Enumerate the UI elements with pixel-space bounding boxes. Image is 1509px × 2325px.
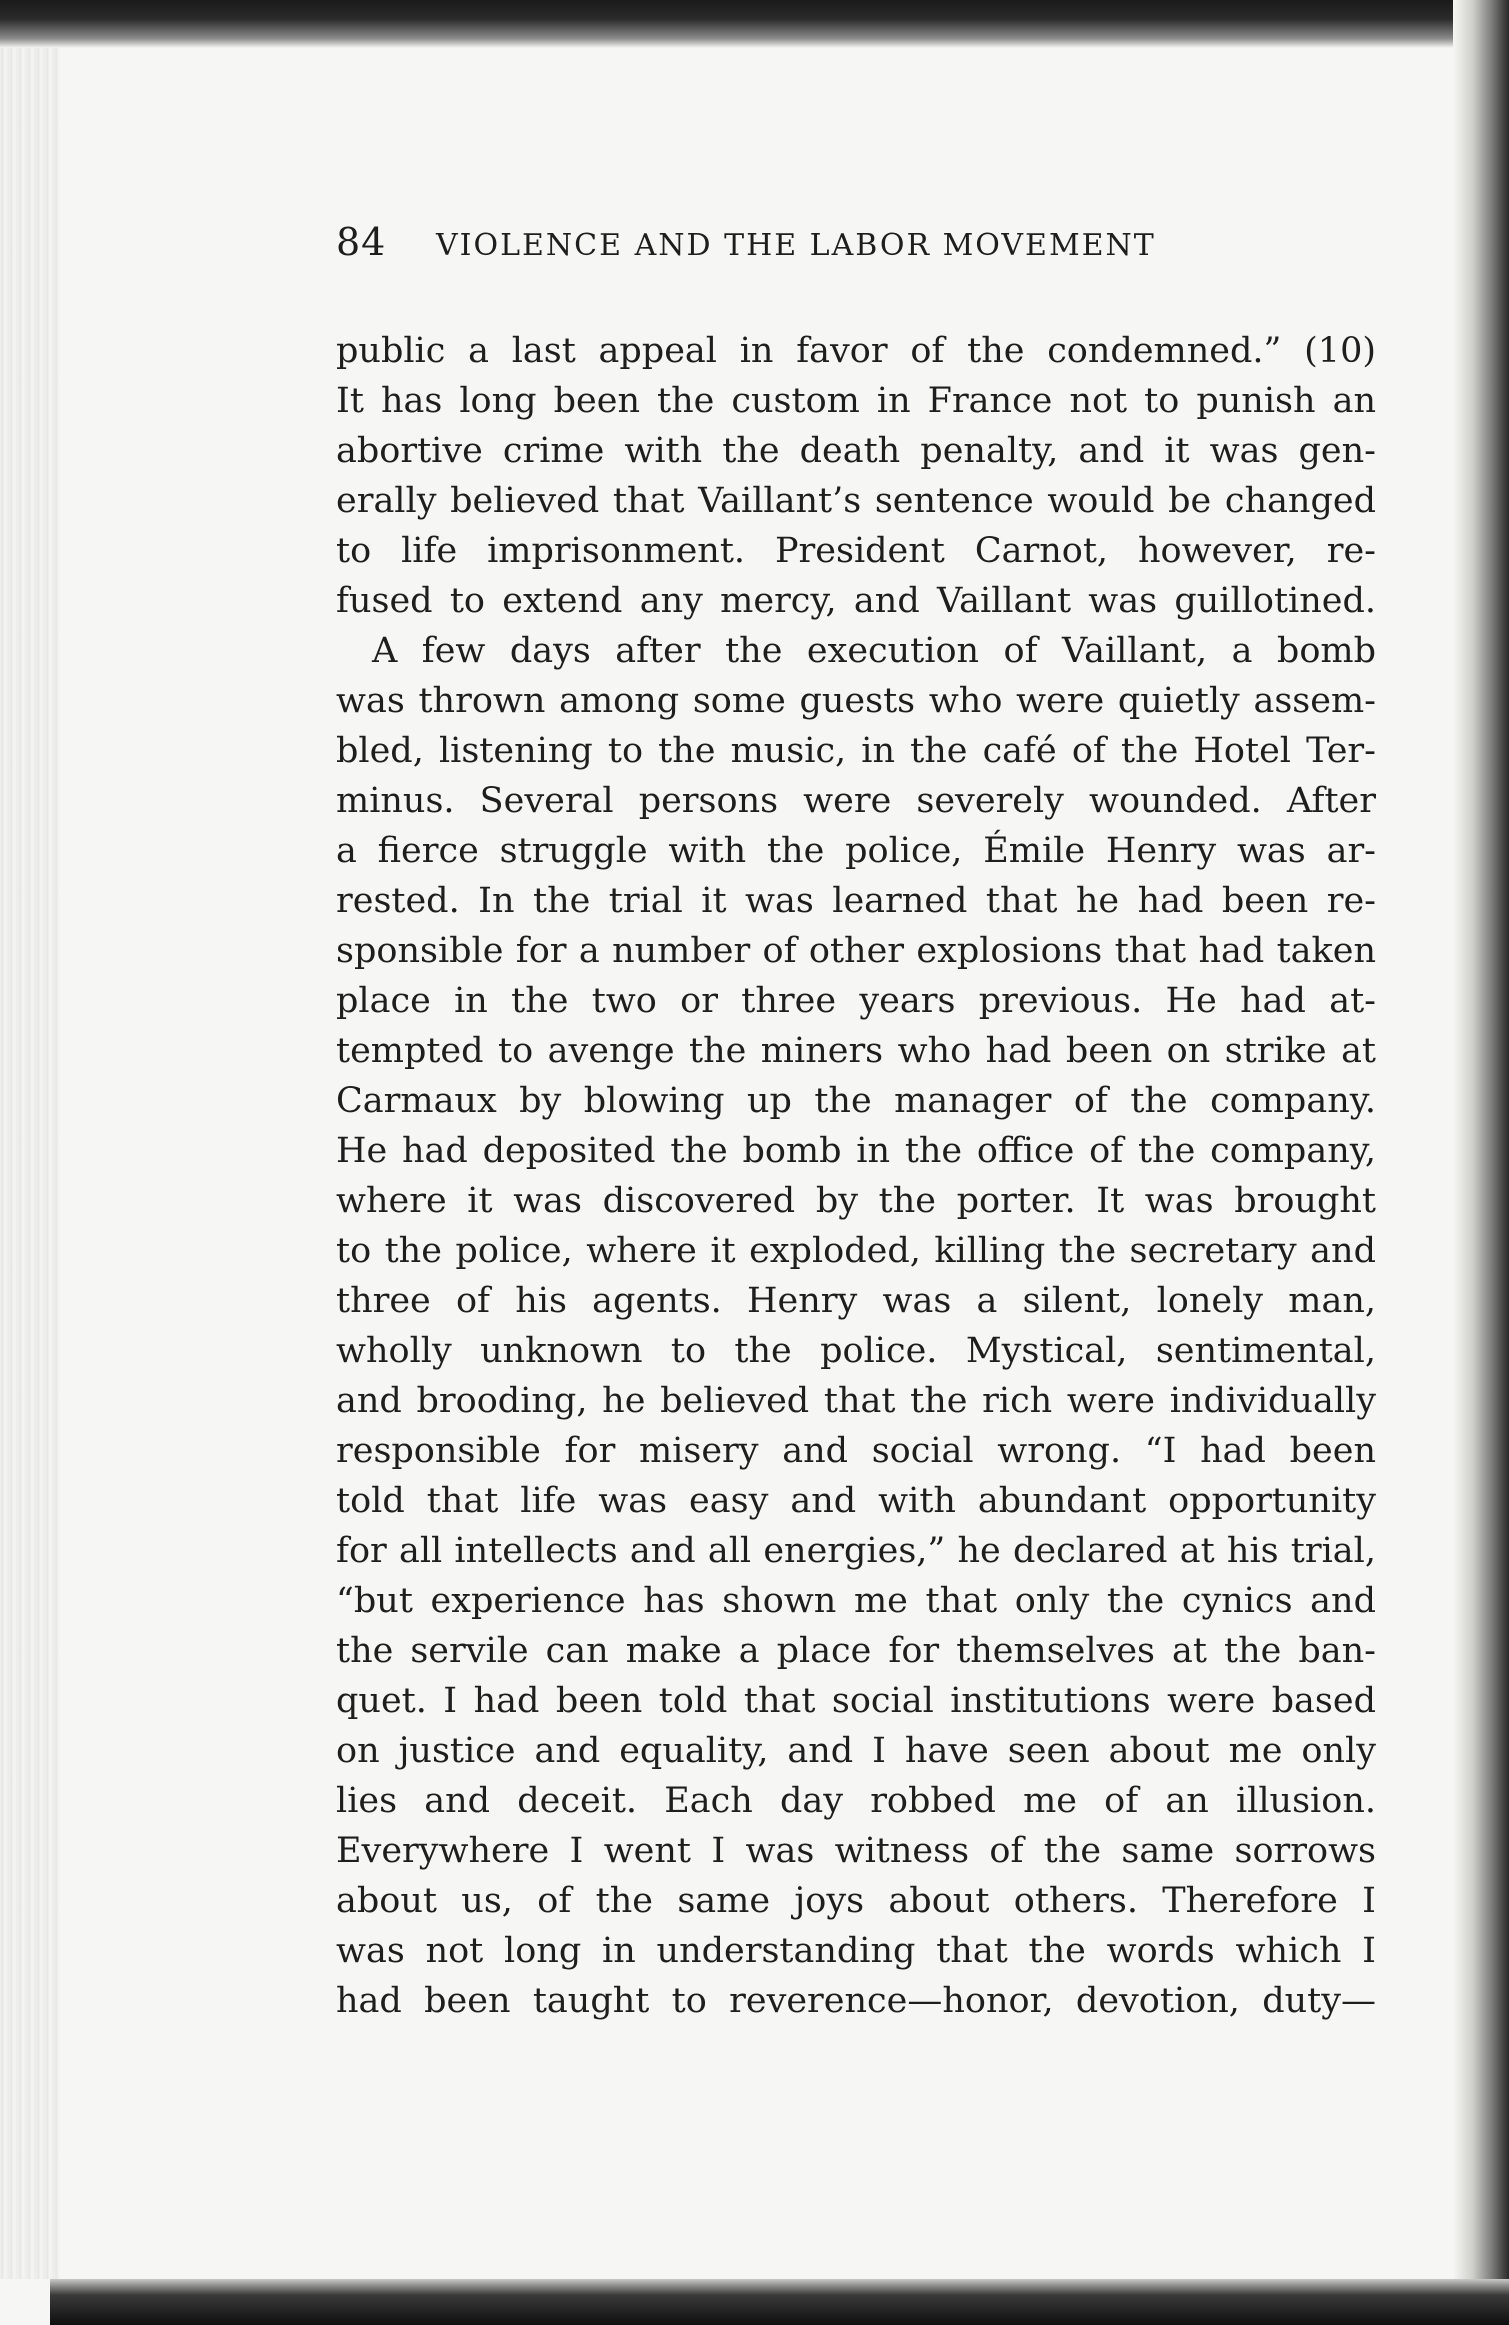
text-line: He had deposited the bomb in the office of the company,	[336, 1131, 1376, 1171]
text-line: abortive crime with the death penalty, and it was gen-	[336, 431, 1376, 471]
text-line: public a last appeal in favor of the condemned.” (10)	[336, 331, 1376, 371]
running-head-title: VIOLENCE AND THE LABOR MOVEMENT	[436, 228, 1156, 263]
text-line: tempted to avenge the miners who had been on strike at	[336, 1031, 1376, 1071]
text-line: lies and deceit. Each day robbed me of an illusion.	[336, 1781, 1376, 1821]
paragraph-start-line: A few days after the execution of Vaillant, a bomb	[372, 631, 1376, 671]
page-number: 84	[336, 220, 387, 264]
text-line: for all intellects and all energies,” he declared at his trial,	[336, 1531, 1376, 1571]
text-line: place in the two or three years previous. He had at-	[336, 981, 1376, 1021]
text-line: responsible for misery and social wrong. “I had been	[336, 1431, 1376, 1471]
text-line: had been taught to reverence—honor, devotion, duty—	[336, 1981, 1376, 2021]
text-line: minus. Several persons were severely wounded. After	[336, 781, 1376, 821]
running-head	[336, 220, 1376, 268]
text-line: to life imprisonment. President Carnot, however, re-	[336, 531, 1376, 571]
text-line: about us, of the same joys about others. Therefore I	[336, 1881, 1376, 1921]
text-line: three of his agents. Henry was a silent, lonely man,	[336, 1281, 1376, 1321]
text-line: fused to extend any mercy, and Vaillant was guillotined.	[336, 581, 1376, 621]
book-page	[336, 220, 1376, 2026]
text-line: where it was discovered by the porter. It was brought	[336, 1181, 1376, 1221]
text-line: Carmaux by blowing up the manager of the company.	[336, 1081, 1376, 1121]
text-line: and brooding, he believed that the rich were individually	[336, 1381, 1376, 1421]
text-line: told that life was easy and with abundant opportunity	[336, 1481, 1376, 1521]
text-line: a fierce struggle with the police, Émile Henry was ar-	[336, 831, 1376, 871]
text-line: on justice and equality, and I have seen about me only	[336, 1731, 1376, 1771]
scan-right-edge-shadow	[1453, 0, 1509, 2325]
scan-left-gutter	[0, 48, 60, 2279]
body-text	[336, 326, 1376, 2026]
text-line: Everywhere I went I was witness of the same sorrows	[336, 1831, 1376, 1871]
scan-bottom-border	[50, 2279, 1509, 2325]
text-line: sponsible for a number of other explosions that had taken	[336, 931, 1376, 971]
text-line: to the police, where it exploded, killing the secretary and	[336, 1231, 1376, 1271]
scan-top-border	[0, 0, 1509, 48]
text-line: the servile can make a place for themselves at the ban-	[336, 1631, 1376, 1671]
text-line: erally believed that Vaillant’s sentence would be changed	[336, 481, 1376, 521]
text-line: rested. In the trial it was learned that he had been re-	[336, 881, 1376, 921]
text-line: was not long in understanding that the words which I	[336, 1931, 1376, 1971]
text-line: It has long been the custom in France not to punish an	[336, 381, 1376, 421]
text-line: bled, listening to the music, in the café of the Hotel Ter-	[336, 731, 1376, 771]
text-line: “but experience has shown me that only the cynics and	[336, 1581, 1376, 1621]
text-line: wholly unknown to the police. Mystical, sentimental,	[336, 1331, 1376, 1371]
text-line: was thrown among some guests who were quietly assem-	[336, 681, 1376, 721]
text-line: quet. I had been told that social institutions were based	[336, 1681, 1376, 1721]
